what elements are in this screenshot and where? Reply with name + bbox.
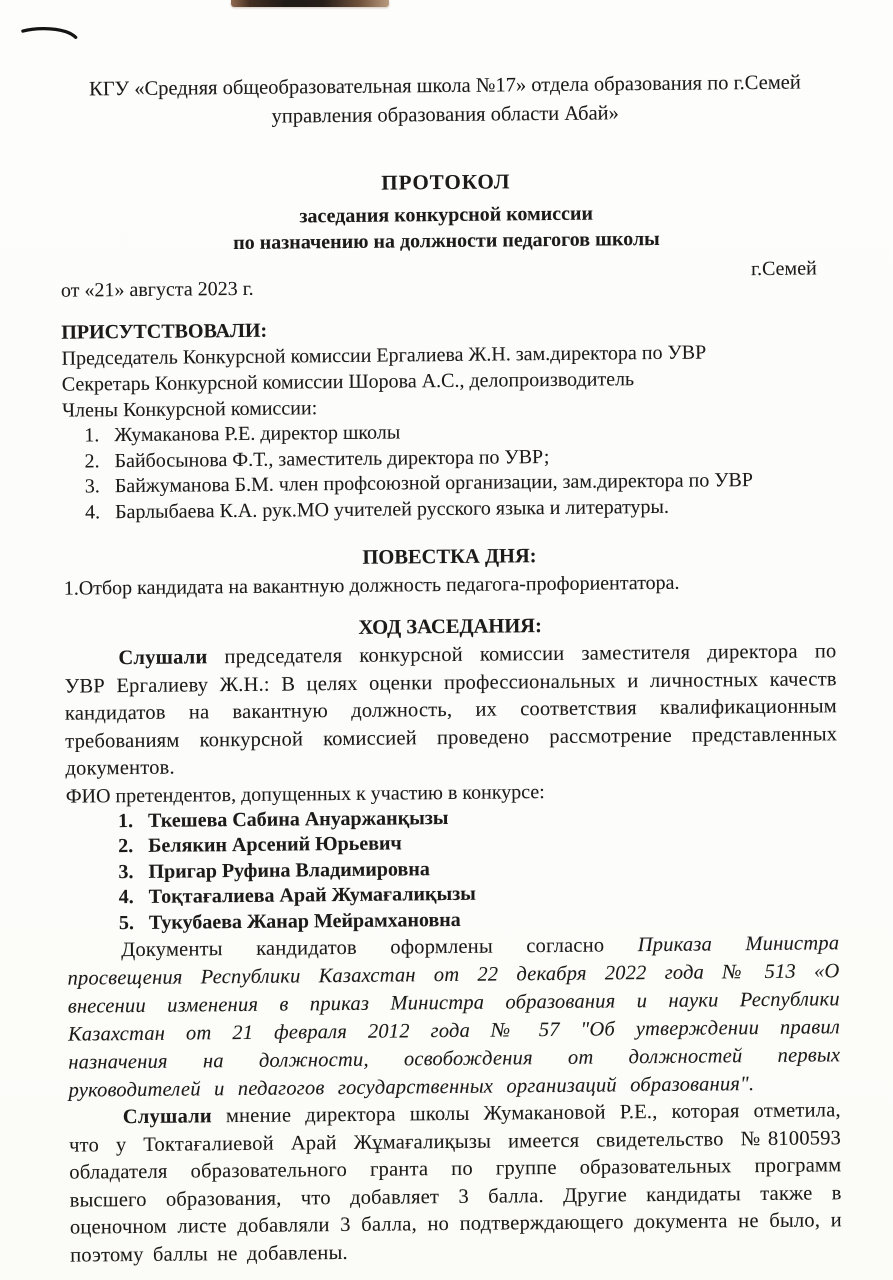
- attendees-heading: ПРИСУТСТВОВАЛИ:: [61, 319, 268, 344]
- agenda-heading: ПОВЕСТКА ДНЯ:: [362, 545, 537, 569]
- paragraph-hearing-2: [69, 1097, 843, 1269]
- agenda-item-1: 1.Отбор кандидата на вакантную должность педагога-профориентатора.: [63, 571, 680, 600]
- candidate-name: Белякин Арсений Юрьевич: [148, 832, 402, 857]
- member-number: 4.: [84, 500, 101, 523]
- paragraph-decree-italic: Приказа Министра просвещения Республики Казахстан от 22 декабря 2022 года № 513 «О внесении изменения в приказ Министра образования и науки Республики Казахстан от 21 февраля 2012 года № 57 "Об утверждении правил назначения на должности, освобождения от должностей первых руководителей и педагогов государственных организаций образования".: [67, 932, 841, 1102]
- candidate-number: 2.: [118, 835, 134, 858]
- member-text: Барлыбаева К.А. рук.МО учителей русского языка и литературы.: [114, 495, 670, 523]
- document-title: ПРОТОКОЛ: [381, 169, 511, 195]
- candidate-name: Ткешева Сабина Ануаржанқызы: [147, 806, 449, 832]
- candidates-intro: ФИО претендентов, допущенных к участию в конкурсе:: [65, 780, 545, 808]
- candidate-number: 4.: [118, 886, 134, 909]
- proceedings-heading: ХОД ЗАСЕДАНИЯ:: [358, 615, 542, 639]
- member-number: 2.: [84, 449, 100, 472]
- candidates-list: [66, 802, 839, 937]
- candidate-name: Тукубаева Жанар Мейрамхановна: [148, 908, 461, 934]
- candidate-number: 5.: [118, 911, 135, 934]
- member-number: 3.: [84, 475, 100, 498]
- member-number: 1.: [84, 424, 100, 447]
- attendees-members-heading: Члены Конкурсной комиссии:: [61, 397, 318, 422]
- document-subtitle-2: по назначению на должности педагогов школы: [233, 227, 660, 255]
- member-text: Байбосынова Ф.Т., заместитель директора по УВР;: [114, 445, 550, 472]
- org-header-line-2: управления образования области Абай»: [271, 102, 619, 128]
- attendees-secretary: Секретарь Конкурсной комиссии Шорова А.С., делопроизводитель: [61, 368, 635, 396]
- member-text: Байжуманова Б.М. член профсоюзной организации, зам.директора по УВР: [114, 469, 754, 498]
- paragraph-2-text: мнение директора школы Жумакановой Р.Е., которая отметила, что у Токтағалиевой Арай Жұмағалиқызы имеется свидетельство №8100593 обладателя образовательного гранта по группе образовательных программ высшего образования, что добавляет 3 балла. Другие кандидаты также в оценочном листе добавляли 3 балла, но подтверждающего документа не было, и поэтому баллы не добавлены.: [69, 1099, 842, 1267]
- paragraph-decree-plain: Документы кандидатов оформлены согласно: [121, 934, 638, 962]
- city-label: г.Семей: [750, 257, 817, 281]
- candidate-number: 1.: [117, 809, 134, 832]
- member-text: Жумаканова Р.Е. директор школы: [114, 421, 401, 447]
- candidate-number: 3.: [118, 860, 134, 883]
- document-subtitle-1: заседания конкурсной комиссии: [299, 202, 594, 228]
- paragraph-decree: [67, 929, 841, 1104]
- org-header: [59, 68, 832, 133]
- date-label: от «21» августа 2023 г.: [60, 277, 254, 302]
- paragraph-hearing-1: [64, 638, 837, 783]
- candidate-name: Тоқтағалиева Арай Жумағалиқызы: [148, 882, 476, 908]
- paragraph-1-text: председателя конкурсной комиссии заместителя директора по УВР Ергалиеву Ж.Н.: В целях оценки профессиональных и личностных качеств кандидатов на вакантную должность, их соответствия квалификационным требованиям конкурсной комиссией проведено рассмотрение представленных документов.: [64, 640, 838, 780]
- paragraph-1-lead: Слушали: [118, 646, 208, 670]
- paragraph-2-lead: Слушали: [122, 1105, 212, 1129]
- attendees-chair: Председатель Конкурсной комиссии Ергалиева Ж.Н. зам.директора по УВР: [61, 341, 707, 370]
- org-header-line-1: КГУ «Средняя общеобразовательная школа №17» отдела образования по г.Семей: [89, 71, 801, 101]
- members-list: [62, 416, 835, 525]
- candidate-name: Пригар Руфина Владимировна: [148, 857, 430, 883]
